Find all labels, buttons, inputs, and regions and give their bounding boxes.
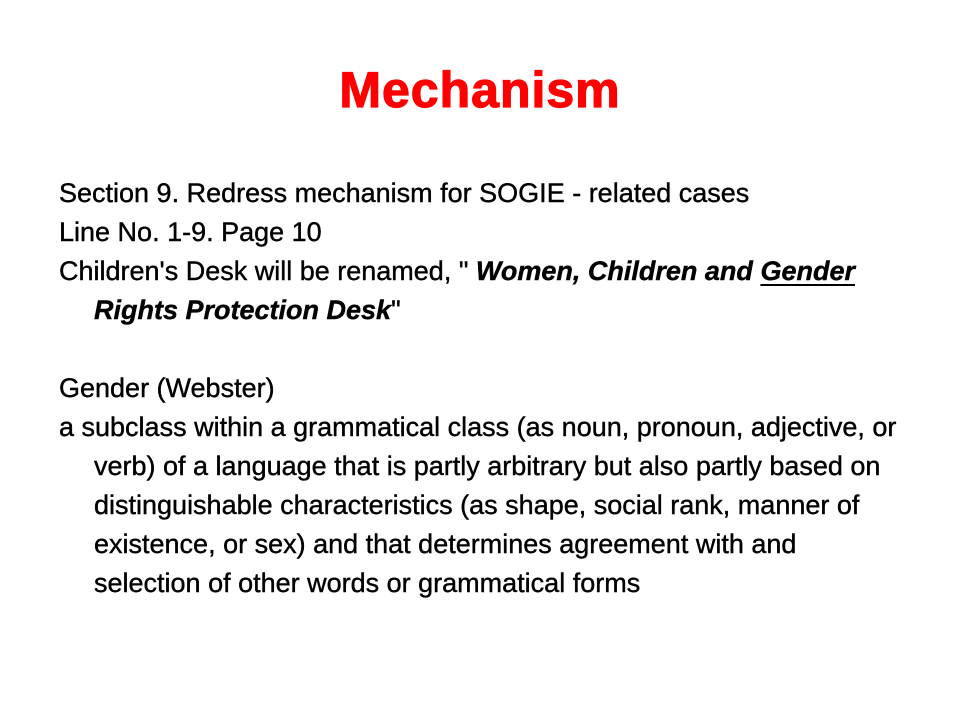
definition-heading: Gender (Webster) <box>59 373 275 403</box>
slide-body <box>59 174 909 603</box>
desk-name-rest: Rights Protection Desk <box>94 295 392 325</box>
line-reference: Line No. 1-9. Page 10 <box>59 217 322 247</box>
desk-name-part-1: Women, Children and <box>475 256 753 286</box>
renamed-prefix: Children's Desk will be renamed, " <box>59 256 476 286</box>
section-line: Section 9. Redress mechanism for SOGIE - related cases <box>59 178 750 208</box>
renamed-suffix: " <box>391 295 401 325</box>
renamed-desk-statement <box>59 252 909 330</box>
slide-title: Mechanism <box>339 62 621 118</box>
blank-line <box>59 330 909 369</box>
definition-text: a subclass within a grammatical class (as noun, pronoun, adjective, or verb) of a language that is partly arbitrary but also partly based on distinguishable characteristics (as shape, social rank, manner of existence, or sex) and that determines agreement with and selection of other words or grammatical forms <box>59 412 897 598</box>
desk-name-gender: Gender <box>760 256 855 286</box>
